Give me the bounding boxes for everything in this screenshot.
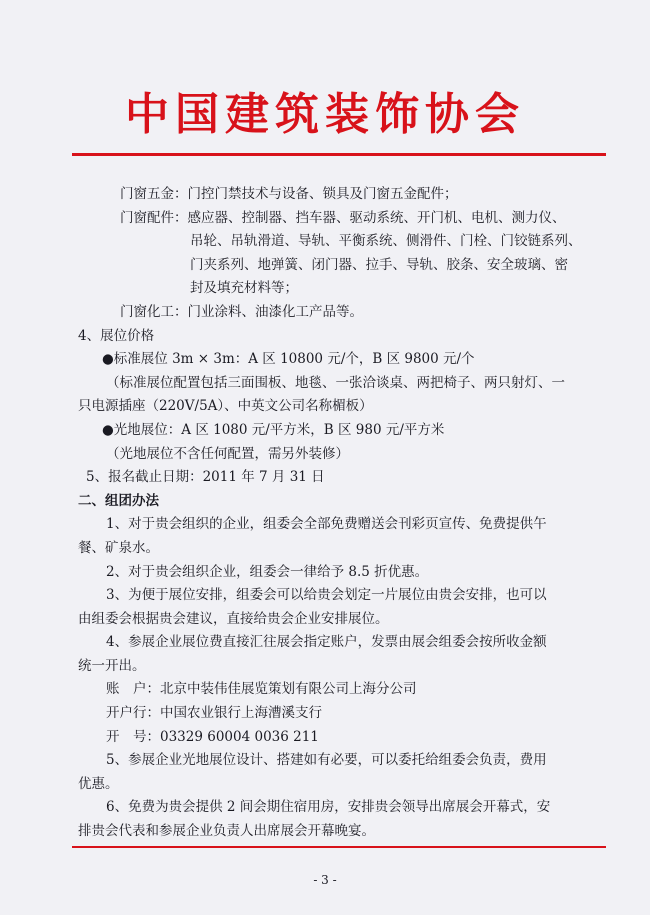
text-line: 3、为便于展位安排，组委会可以给贵会划定一片展位由贵会安排，也可以 — [106, 587, 547, 604]
text-line: 只电源插座（220V/5A）、中英文公司名称楣板） — [78, 398, 373, 415]
text-line: ●光地展位：A 区 1080 元/平方米，B 区 980 元/平方米 — [102, 421, 445, 438]
text-line: 统一开出。 — [78, 657, 146, 674]
document-body — [78, 183, 598, 844]
text-line: 封及填充材料等； — [190, 280, 298, 297]
text-line: 门窗化工：门业涂料、油漆化工产品等。 — [120, 303, 363, 320]
section-heading: 二、组团办法 — [78, 492, 159, 509]
text-line: 2、对于贵会组织企业，组委会一律给予 8.5 折优惠。 — [106, 563, 429, 580]
page-number: - 3 - — [313, 873, 337, 887]
footer-divider — [72, 846, 606, 848]
text-line: 门窗五金：门控门禁技术与设备、锁具及门窗五金配件； — [120, 186, 458, 202]
text-line: 优惠。 — [78, 775, 119, 792]
letterhead-title: 中国建筑装饰协会 — [125, 89, 525, 140]
text-line: 4、展位价格 — [78, 327, 155, 344]
text-line: 账 户：北京中装伟佳展览策划有限公司上海分公司 — [106, 681, 417, 698]
letterhead-divider — [72, 153, 606, 156]
text-line: 1、对于贵会组织的企业，组委会全部免费赠送会刊彩页宣传、免费提供午 — [106, 516, 547, 533]
text-line: 排贵会代表和参展企业负责人出席展会开幕晚宴。 — [78, 823, 375, 840]
text-line: 门夹系列、地弹簧、闭门器、拉手、导轨、胶条、安全玻璃、密 — [190, 256, 568, 273]
text-line: ●标准展位 3m × 3m：A 区 10800 元/个，B 区 9800 元/个 — [102, 351, 475, 368]
text-line: 门窗配件：感应器、控制器、挡车器、驱动系统、开门机、电机、测力仪、 — [120, 209, 566, 226]
text-line: 开 号：03329 60004 0036 211 — [106, 728, 319, 745]
text-line: 5、参展企业光地展位设计、搭建如有必要，可以委托给组委会负责，费用 — [106, 752, 547, 769]
text-line: 6、免费为贵会提供 2 间会期住宿用房，安排贵会领导出席展会开幕式，安 — [106, 799, 551, 816]
text-line: 餐、矿泉水。 — [78, 539, 159, 556]
text-line: （标准展位配置包括三面围板、地毯、一张洽谈桌、两把椅子、两只射灯、一 — [106, 374, 565, 391]
text-line: 由组委会根据贵会建议，直接给贵会企业安排展位。 — [78, 610, 389, 627]
text-line: 4、参展企业展位费直接汇往展会指定账户，发票由展会组委会按所收金额 — [106, 634, 547, 651]
text-line: 吊轮、吊轨滑道、导轨、平衡系统、侧滑件、门栓、门铰链系列、 — [190, 233, 582, 250]
text-line: （光地展位不含任何配置，需另外装修） — [106, 445, 349, 462]
text-line: 开户行：中国农业银行上海漕溪支行 — [106, 705, 322, 722]
text-line: 5、报名截止日期：2011 年 7 月 31 日 — [86, 469, 325, 486]
